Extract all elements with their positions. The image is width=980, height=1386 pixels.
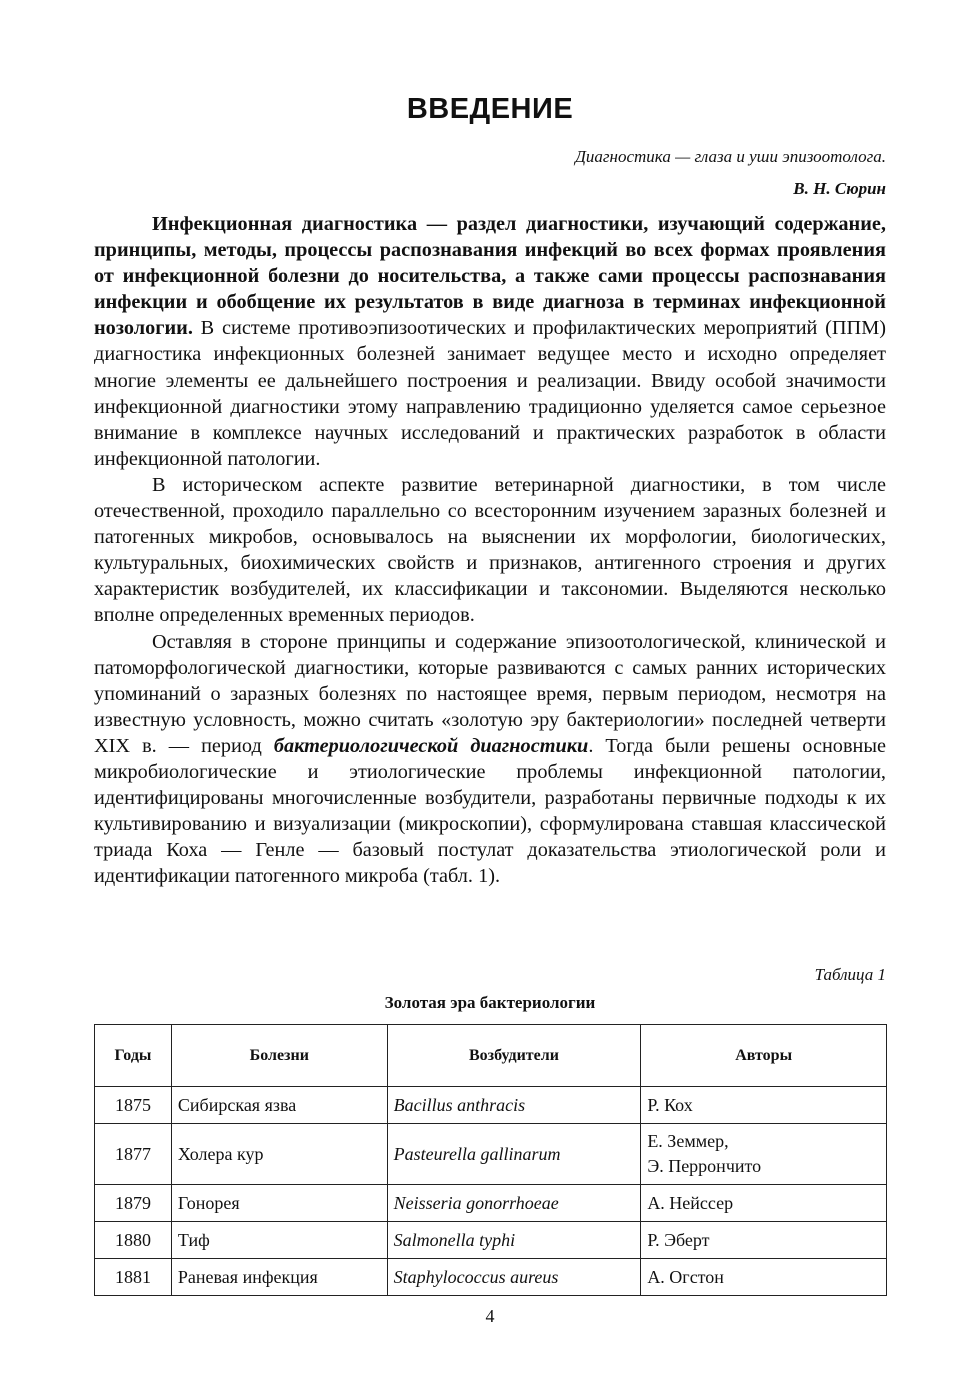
cell-year: 1881	[95, 1259, 172, 1296]
page-title: ВВЕДЕНИЕ	[406, 93, 574, 125]
page-number: 4	[485, 1306, 495, 1326]
paragraph-3-start: Оставляя в стороне принципы и содержание эпизоотологической, клинической и патоморфологической диагностики, которые развиваются с самых ранних исторических упоминаний о заразных болезнях по настоящее время, первым периодом, несмотря на известную условность, можно считать «золотую эру бактериологии» последней четверти XIX в. — период	[94, 630, 886, 757]
cell-year: 1879	[95, 1185, 172, 1222]
cell-disease: Раневая инфекция	[171, 1259, 387, 1296]
cell-disease: Сибирская язва	[171, 1087, 387, 1124]
cell-agent: Neisseria gonorrhoeae	[387, 1185, 641, 1222]
cell-year: 1875	[95, 1087, 172, 1124]
data-table	[94, 1024, 887, 1296]
paragraph-1-rest: В системе противоэпизоотических и профилактических мероприятий (ППМ) диагностика инфекционных болезней занимает ведущее место и исходно определяет многие элементы ее дальнейшего построения и реализации. Ввиду особой значимости инфекционной диагностики этому направлению традиционно уделяется самое серьезное внимание в комплексе научных исследований и практических разработок в области инфекционной патологии.	[94, 317, 886, 470]
table-row	[95, 1124, 887, 1185]
paragraph-3-end: . Тогда были решены основные микробиологические и этиологические проблемы инфекционной патологии, идентифицированы многочисленные возбудители, разработаны первичные подходы к их культивированию и визуализации (микроскопии), сформулирована ставшая классической триада Коха — Генле — базовый постулат доказательства этиологической роли и идентификации патогенного микроба (табл. 1).	[94, 734, 886, 888]
epigraph-quote: Диагностика — глаза и уши эпизоотолога.	[575, 147, 886, 166]
table-row	[95, 1259, 887, 1296]
cell-disease: Тиф	[171, 1222, 387, 1259]
paragraph-3	[94, 629, 886, 890]
table-caption: Таблица 1	[814, 965, 886, 984]
paragraph-2: В историческом аспекте развитие ветеринарной диагностики, в том числе отечественной, проходило параллельно со всесторонним изучением заразных болезней и патогенных микробов, основывалось на выяснении их морфологии, биологических, культуральных, биохимических свойств и признаков, антигенного строения и других характеристик возбудителей, их классификации и таксономии. Выделяются несколько вполне определенных временных периодов.	[94, 473, 886, 627]
table-row	[95, 1087, 887, 1124]
cell-agent: Staphylococcus aureus	[387, 1259, 641, 1296]
cell-year: 1877	[95, 1124, 172, 1185]
header-authors: Авторы	[641, 1025, 887, 1087]
cell-author: А. Огстон	[641, 1259, 887, 1296]
cell-year: 1880	[95, 1222, 172, 1259]
cell-author: А. Нейссер	[641, 1185, 887, 1222]
paragraph-1	[94, 211, 886, 472]
body-text	[94, 211, 886, 889]
cell-agent: Pasteurella gallinarum	[387, 1124, 641, 1185]
cell-disease: Гонорея	[171, 1185, 387, 1222]
definition-bold: Инфекционная диагностика — раздел диагностики, изучающий содержание, принципы, методы, процессы распознавания инфекций во всех формах проявления от инфекционной болезни до носительства, а также сами процессы распознавания инфекции и обобщение их результатов в виде диагноза в терминах инфекционной нозологии.	[94, 213, 886, 340]
cell-author	[641, 1124, 887, 1185]
table-title: Золотая эра бактериологии	[384, 993, 596, 1012]
cell-author: Р. Эберт	[641, 1222, 887, 1259]
table-row	[95, 1185, 887, 1222]
epigraph-author: В. Н. Сюрин	[793, 179, 886, 198]
header-diseases: Болезни	[171, 1025, 387, 1087]
author-line-2: Э. Перрончито	[647, 1156, 762, 1176]
table-header-row	[95, 1025, 887, 1087]
cell-agent: Salmonella typhi	[387, 1222, 641, 1259]
cell-author: Р. Кох	[641, 1087, 887, 1124]
header-years: Годы	[95, 1025, 172, 1087]
term-emphasis: бактериологической диагностики	[273, 734, 589, 757]
cell-agent: Bacillus anthracis	[387, 1087, 641, 1124]
author-line-1: Е. Земмер,	[647, 1131, 729, 1151]
table-row	[95, 1222, 887, 1259]
header-agents: Возбудители	[387, 1025, 641, 1087]
cell-disease: Холера кур	[171, 1124, 387, 1185]
